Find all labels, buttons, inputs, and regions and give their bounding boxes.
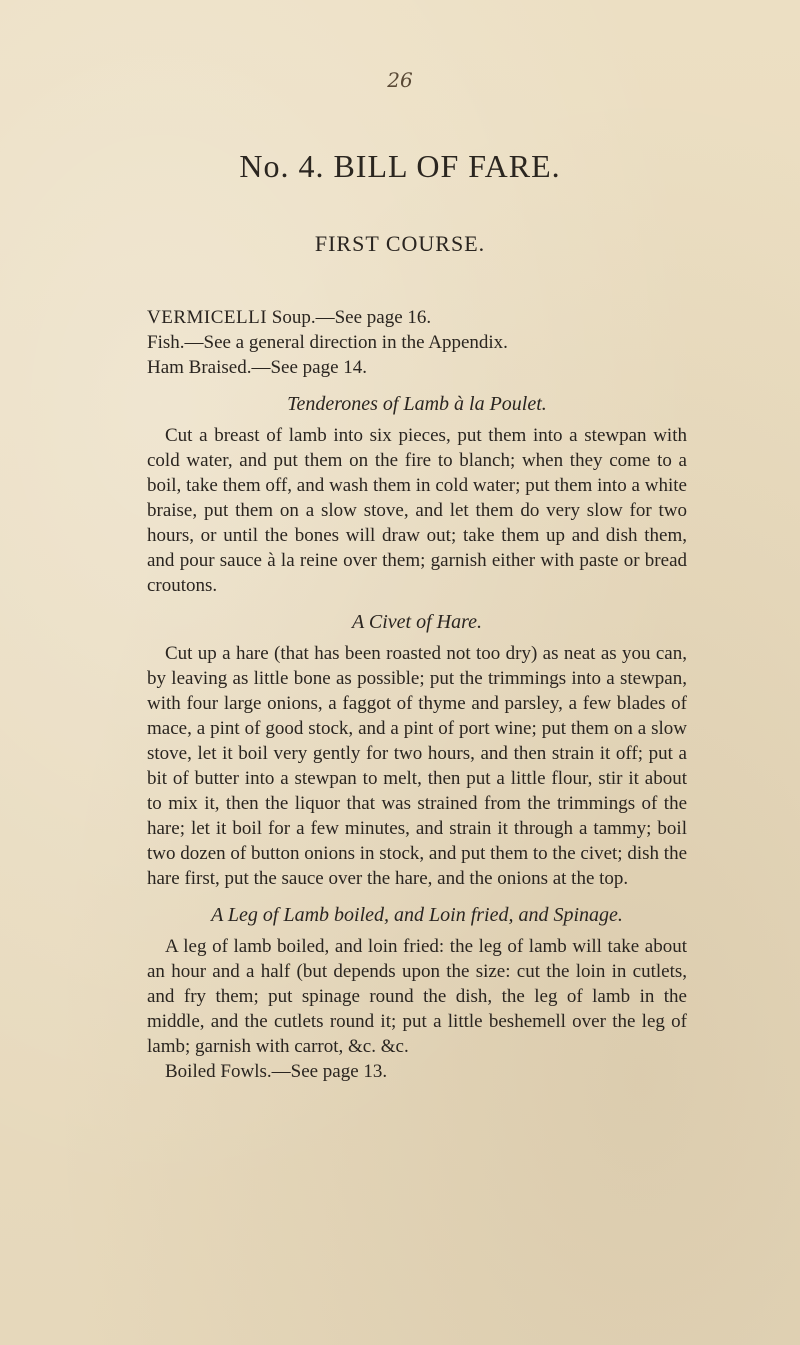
- menu-content: [147, 305, 687, 1084]
- menu-item-fowls: [165, 1059, 687, 1084]
- page-number: 26: [387, 68, 413, 92]
- recipe-body-tenderones: Cut a breast of lamb into six pieces, put them into a stewpan with cold water, and put them on the fire to blanch; when they come to a boil, take them off, and wash them in cold water; put them into a white braise, put them on a slow stove, and let them do very slow for two hours, or until the bones will draw out; take them up and dish them, and pour sauce à la reine over them; garnish either with paste or bread croutons.: [147, 425, 687, 596]
- recipe-body-civet: Cut up a hare (that has been roasted not too dry) as neat as you can, by leaving as little bone as possible; put the trimmings into a stewpan, with four large onions, a faggot of thyme and parsley, a few blades of mace, a pint of good stock, and a pint of port wine; put them on a slow stove, let it boil very gently for two hours, and then strain it off; put a bit of butter into a stewpan to melt, then put a little flour, stir it about to mix it, then the liquor that was strained from the trimmings of the hare; let it boil for a few minutes, and strain it through a tammy; boil two dozen of button onions in stock, and put them to the civet; dish the hare first, put the sauce over the hare, and the onions at the top.: [147, 643, 687, 889]
- menu-item-text: —See page 13.: [271, 1061, 388, 1082]
- menu-item-lead: VERMICELLI: [147, 307, 268, 328]
- recipe-title-tenderones: Tenderones of Lamb à la Poulet.: [287, 393, 547, 415]
- menu-item-lead: Fish.: [147, 332, 185, 353]
- menu-item-text: —See a general direction in the Appendix.: [184, 332, 508, 353]
- menu-item-text: —See page 14.: [251, 357, 368, 378]
- course-title: FIRST COURSE.: [314, 231, 486, 256]
- recipe-body-leg-of-lamb: A leg of lamb boiled, and loin fried: the leg of lamb will take about an hour and a half (but depends upon the size: cut the loin in cutlets, and fry them; put spinage round the dish, the leg of lamb in the middle, and the cutlets round it; put a little beshemell over the leg of lamb; garnish with carrot, &c. &c.: [147, 936, 687, 1057]
- menu-item-lead: Ham Braised.: [147, 357, 252, 378]
- menu-item-lead: Boiled Fowls.: [165, 1061, 272, 1082]
- bill-title: No. 4. BILL OF FARE.: [239, 148, 561, 184]
- menu-item-ham: [147, 355, 687, 380]
- recipe-title-leg-of-lamb: A Leg of Lamb boiled, and Loin fried, and Spinage.: [211, 904, 623, 926]
- menu-item-fish: [147, 330, 687, 355]
- menu-item-soup: [147, 305, 687, 330]
- recipe-title-civet: A Civet of Hare.: [352, 611, 482, 633]
- menu-item-text: Soup.—See page 16.: [271, 307, 432, 328]
